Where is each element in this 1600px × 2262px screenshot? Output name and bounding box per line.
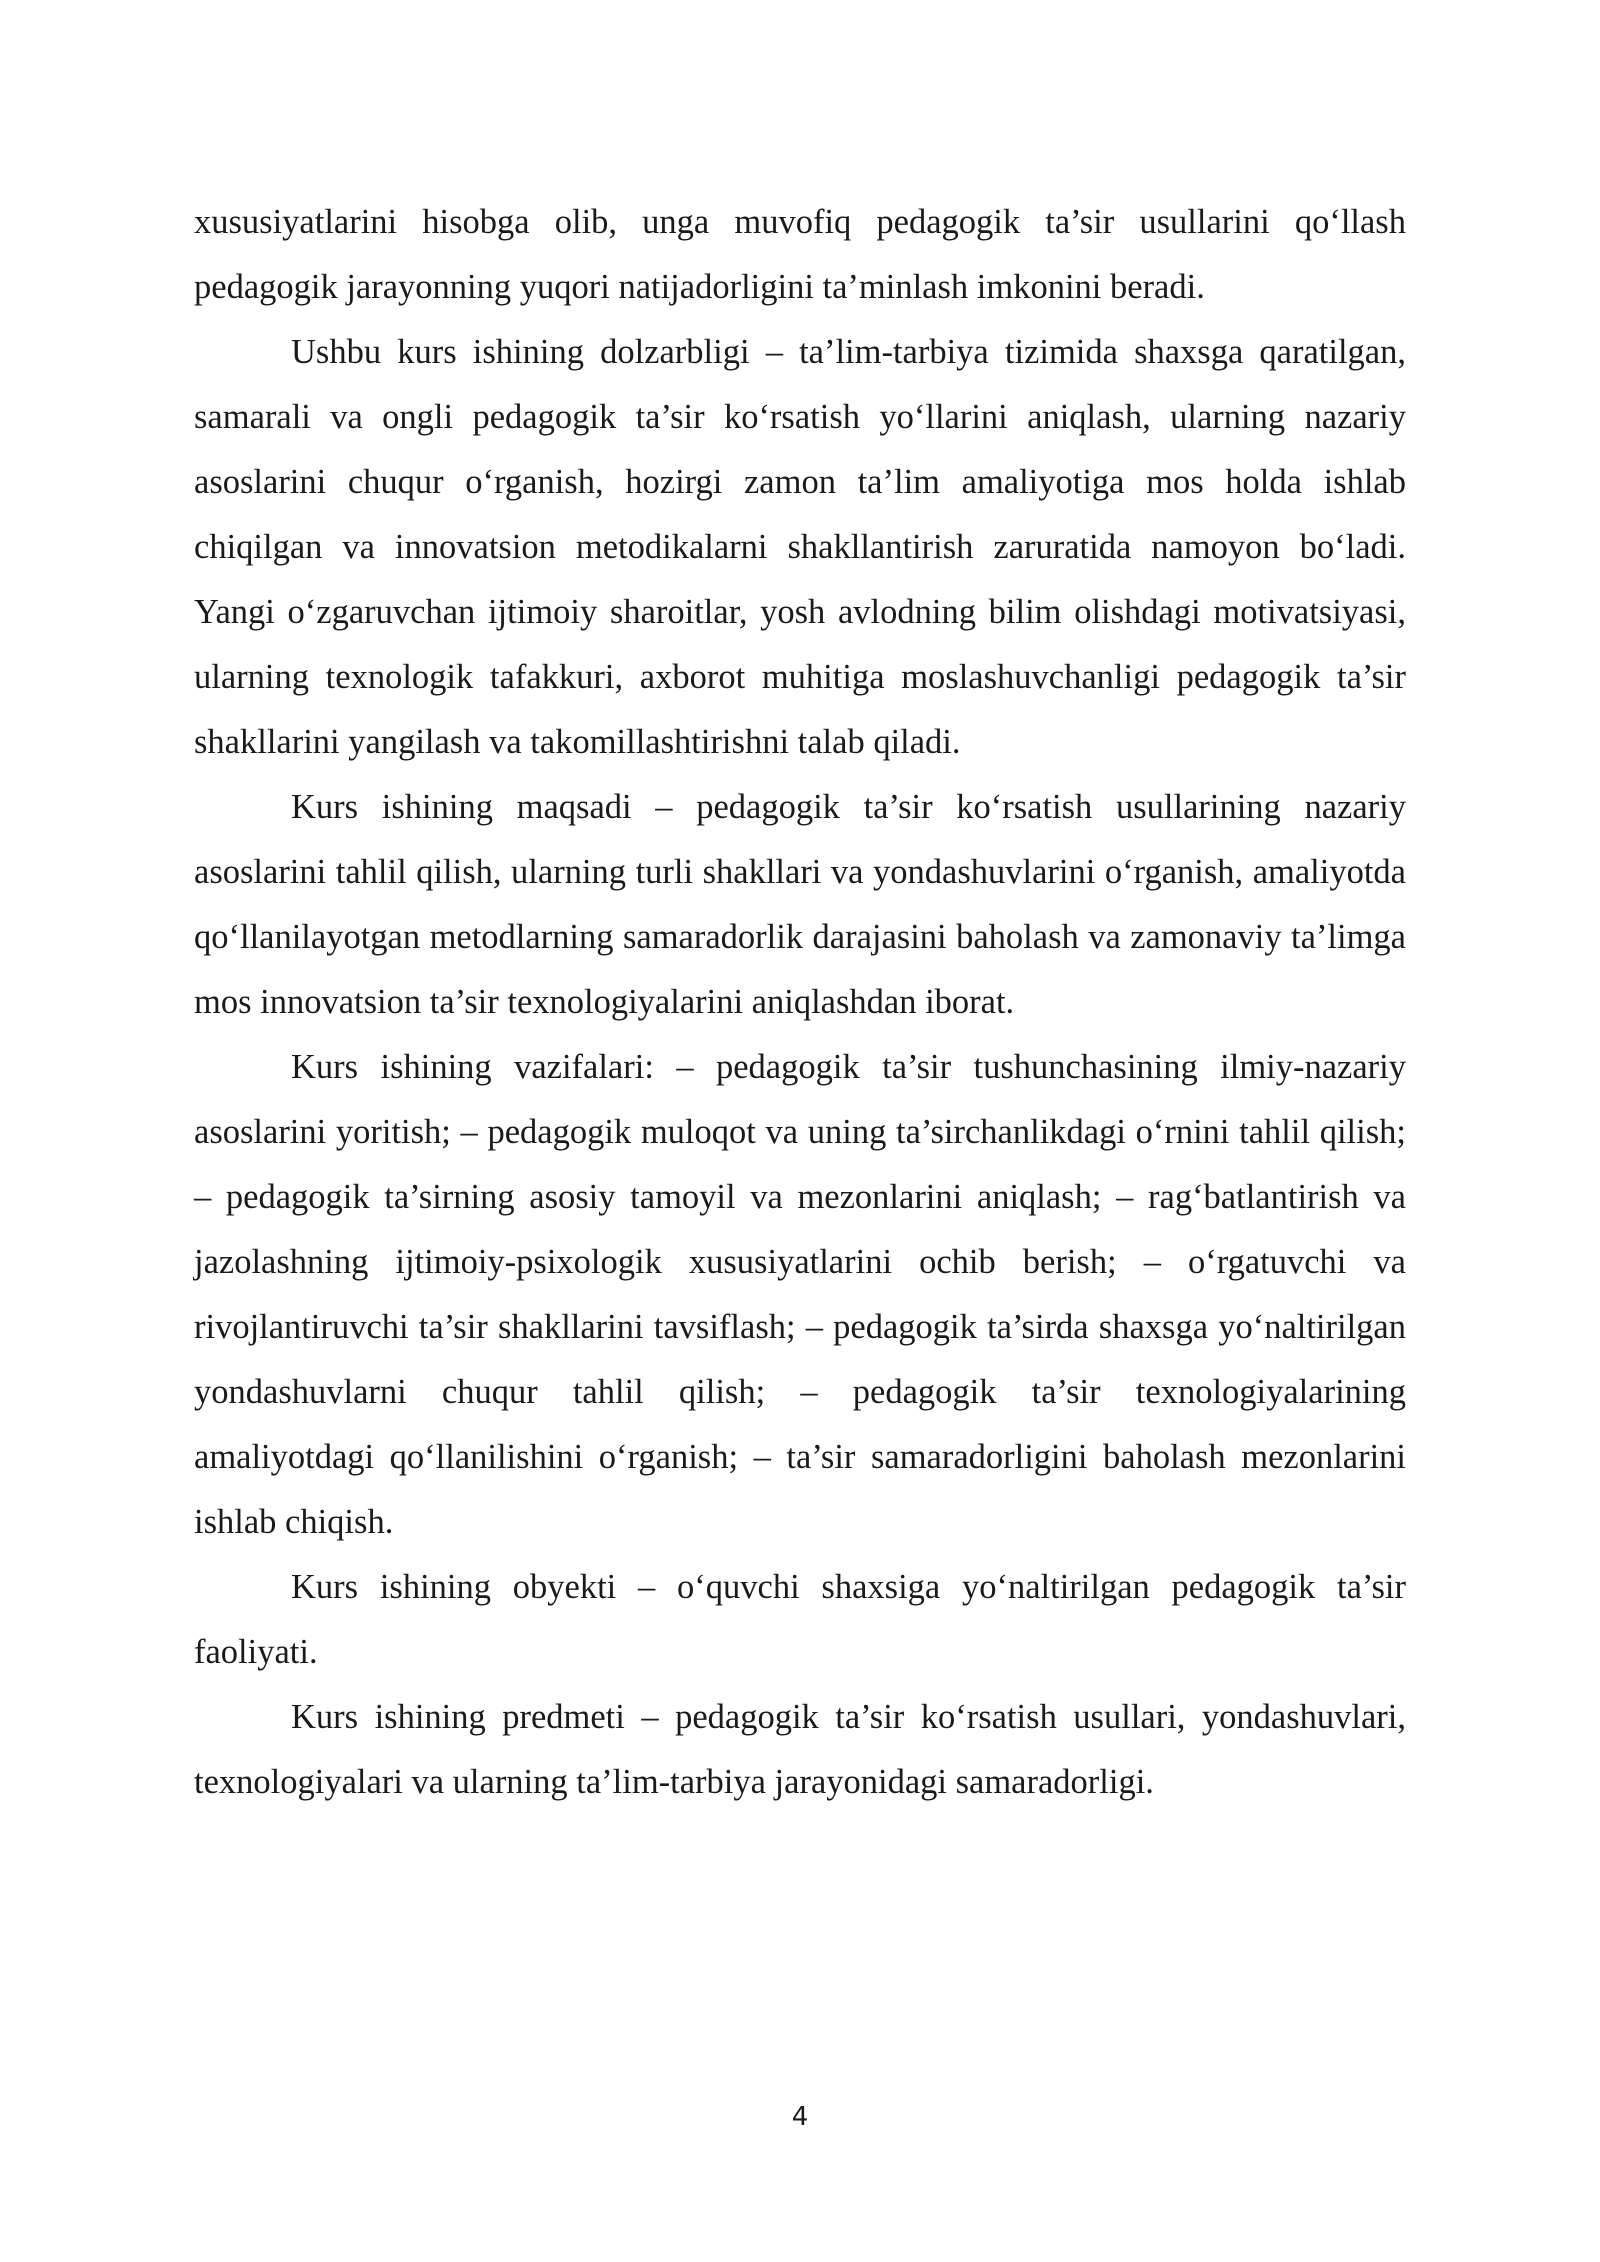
paragraph-tasks: Kurs ishining vazifalari: – pedagogik ta’sir tushunchasining ilmiy-nazariy asoslarini yoritish; – pedagogik muloqot va uning ta’sirchanlikdagi o‘rnini tahlil qilish; – pedagogik ta’sirning asosiy tamoyil va mezonlarini aniqlash; – rag‘batlantirish va jazolashning ijtimoiy-psixologik xususiyatlarini ochib berish; – o‘rgatuvchi va rivojlantiruvchi ta’sir shakllarini tavsiflash; – pedagogik ta’sirda shaxsga yo‘naltirilgan yondashuvlarni chuqur tahlil qilish; – pedagogik ta’sir texnologiyalarining amaliyotdagi qo‘llanilishini o‘rganish; – ta’sir samaradorligini baholash mezonlarini ishlab chiqish.: [194, 1048, 1406, 1541]
body-text: [194, 190, 1406, 1815]
paragraph-object: Kurs ishining obyekti – o‘quvchi shaxsiga yo‘naltirilgan pedagogik ta’sir faoliyati.: [194, 1568, 1406, 1671]
paragraph-goal: Kurs ishining maqsadi – pedagogik ta’sir ko‘rsatish usullarining nazariy asoslarini tahlil qilish, ularning turli shakllari va yondashuvlarini o‘rganish, amaliyotda qo‘llanilayotgan metodlarning samaradorlik darajasini baholash va zamonaviy ta’limga mos innovatsion ta’sir texnologiyalarini aniqlashdan iborat.: [194, 788, 1406, 1021]
paragraph-relevance: Ushbu kurs ishining dolzarbligi – ta’lim-tarbiya tizimida shaxsga qaratilgan, samarali va ongli pedagogik ta’sir ko‘rsatish yo‘llarini aniqlash, ularning nazariy asoslarini chuqur o‘rganish, hozirgi zamon ta’lim amaliyotiga mos holda ishlab chiqilgan va innovatsion metodikalarni shakllantirish zaruratida namoyon bo‘ladi. Yangi o‘zgaruvchan ijtimoiy sharoitlar, yosh avlodning bilim olishdagi motivatsiyasi, ularning texnologik tafakkuri, axborot muhitiga moslashuvchanligi pedagogik ta’sir shakllarini yangilash va takomillashtirishni talab qiladi.: [194, 333, 1406, 761]
paragraph-continuation: xususiyatlarini hisobga olib, unga muvofiq pedagogik ta’sir usullarini qo‘llash pedagogik jarayonning yuqori natijadorligini ta’minlash imkonini beradi.: [194, 203, 1406, 306]
paragraph-subject: Kurs ishining predmeti – pedagogik ta’sir ko‘rsatish usullari, yondashuvlari, texnologiyalari va ularning ta’lim-tarbiya jarayonidagi samaradorligi.: [194, 1698, 1406, 1801]
page-number: 4: [791, 2102, 809, 2132]
